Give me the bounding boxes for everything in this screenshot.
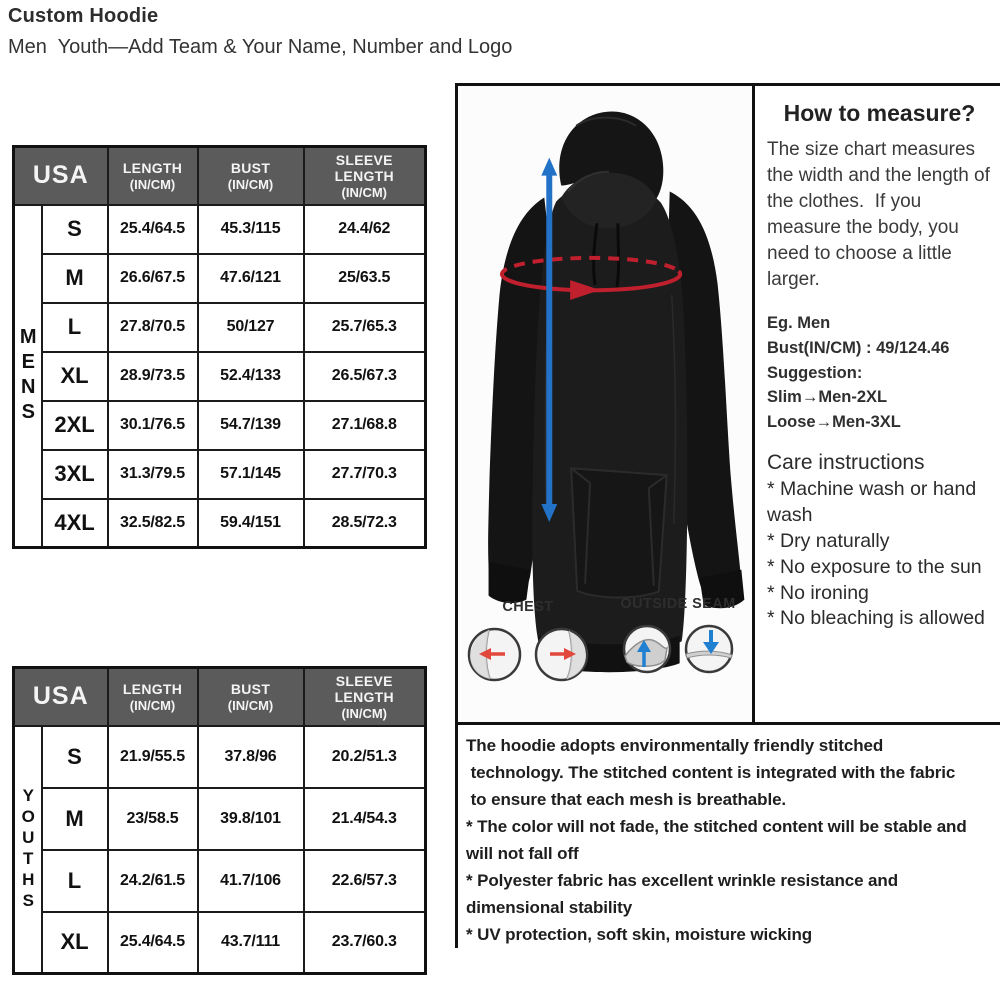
size-cell: 2XL [42, 401, 108, 450]
mens-size-table [12, 145, 427, 549]
bust-cell: 37.8/96 [198, 726, 304, 788]
how-to-measure-heading: How to measure? [783, 100, 976, 126]
example-line: Suggestion: [767, 363, 863, 382]
how-to-measure-body: The size chart measures the width and the length of the clothes. If you measure the body, you need to choose a little larger. [767, 139, 996, 291]
sleeve-cell: 20.2/51.3 [304, 726, 426, 788]
bust-cell: 47.6/121 [198, 254, 304, 303]
care-instructions-heading: Care instructions [767, 450, 925, 474]
size-cell: 3XL [42, 450, 108, 499]
measure-guide-section [455, 83, 1000, 948]
outside-seam-diagram-group [610, 596, 746, 674]
example-line: Loose→Men-3XL [767, 413, 901, 432]
outside-seam-arrow-up-icon [622, 624, 672, 674]
length-cell: 30.1/76.5 [108, 401, 198, 450]
table-row [14, 303, 426, 352]
youths-side-label-cell [14, 726, 42, 974]
table-row [14, 205, 426, 254]
description-line: to ensure that each mesh is breathable. [466, 790, 787, 809]
sleeve-cell: 24.4/62 [304, 205, 426, 254]
mens-header-sleeve: SLEEVE LENGTH (IN/CM) [304, 147, 426, 205]
sleeve-cell: 27.7/70.3 [304, 450, 426, 499]
size-cell: XL [42, 912, 108, 974]
bust-cell: 43.7/111 [198, 912, 304, 974]
youths-vertical-label: YOUTHS [18, 786, 38, 913]
care-item: * Dry naturally [767, 529, 890, 552]
youths-header-usa: USA [14, 668, 108, 726]
youths-header-length: LENGTH (IN/CM) [108, 668, 198, 726]
table-row [14, 726, 426, 788]
youths-header-sleeve: SLEEVE LENGTH (IN/CM) [304, 668, 426, 726]
sleeve-cell: 25.7/65.3 [304, 303, 426, 352]
length-cell: 26.6/67.5 [108, 254, 198, 303]
care-item: * Machine wash or hand wash [767, 477, 977, 526]
mens-side-label-cell [14, 205, 42, 548]
chest-measure-arrow-left-icon [467, 627, 522, 682]
size-cell: S [42, 726, 108, 788]
care-item: * No ironing [767, 581, 869, 604]
sleeve-cell: 25/63.5 [304, 254, 426, 303]
size-cell: L [42, 850, 108, 912]
care-item: * No exposure to the sun [767, 555, 982, 578]
mens-header-length: LENGTH (IN/CM) [108, 147, 198, 205]
chest-label: CHEST [502, 599, 554, 615]
size-cell: M [42, 254, 108, 303]
size-cell: M [42, 788, 108, 850]
length-cell: 24.2/61.5 [108, 850, 198, 912]
description-line: will not fall off [466, 844, 579, 863]
example-line: Slim→Men-2XL [767, 388, 888, 407]
youths-table-header-row [14, 668, 426, 726]
care-instructions [767, 451, 992, 633]
how-to-measure-panel [755, 86, 1000, 722]
bust-cell: 39.8/101 [198, 788, 304, 850]
mens-header-bust: BUST (IN/CM) [198, 147, 304, 205]
care-item: * No bleaching is allowed [767, 607, 985, 630]
table-row [14, 450, 426, 499]
sleeve-cell: 23.7/60.3 [304, 912, 426, 974]
table-row [14, 499, 426, 548]
chest-diagram-group [464, 599, 592, 682]
size-cell: XL [42, 352, 108, 401]
sleeve-cell: 28.5/72.3 [304, 499, 426, 548]
page-title: Custom Hoodie [8, 5, 159, 27]
mens-table-header-row [14, 147, 426, 205]
size-cell: S [42, 205, 108, 254]
measure-diagram [458, 591, 755, 716]
mens-header-usa: USA [14, 147, 108, 205]
chest-measure-arrow-right-icon [534, 627, 589, 682]
description-line: * UV protection, soft skin, moisture wicking [466, 925, 813, 944]
table-row [14, 254, 426, 303]
bust-cell: 41.7/106 [198, 850, 304, 912]
outside-seam-label: OUTSIDE SEAM [620, 596, 736, 612]
description-line: * Polyester fabric has excellent wrinkle resistance and [466, 871, 898, 890]
length-cell: 28.9/73.5 [108, 352, 198, 401]
hoodie-photo-panel [458, 86, 755, 722]
bust-cell: 50/127 [198, 303, 304, 352]
bust-cell: 52.4/133 [198, 352, 304, 401]
length-cell: 32.5/82.5 [108, 499, 198, 548]
page-subtitle: Men Youth—Add Team & Your Name, Number and Logo [8, 36, 513, 58]
mens-vertical-label: MENS [17, 325, 40, 426]
length-cell: 31.3/79.5 [108, 450, 198, 499]
size-cell: 4XL [42, 499, 108, 548]
youths-header-bust: BUST (IN/CM) [198, 668, 304, 726]
outside-seam-arrow-down-icon [684, 624, 734, 674]
bust-cell: 54.7/139 [198, 401, 304, 450]
length-cell: 25.4/64.5 [108, 205, 198, 254]
length-cell: 21.9/55.5 [108, 726, 198, 788]
length-cell: 25.4/64.5 [108, 912, 198, 974]
sleeve-cell: 22.6/57.3 [304, 850, 426, 912]
description-line: dimensional stability [466, 898, 633, 917]
sleeve-cell: 27.1/68.8 [304, 401, 426, 450]
youths-size-table [12, 666, 427, 975]
sleeve-cell: 26.5/67.3 [304, 352, 426, 401]
length-cell: 23/58.5 [108, 788, 198, 850]
sleeve-cell: 21.4/54.3 [304, 788, 426, 850]
table-row [14, 912, 426, 974]
description-line: The hoodie adopts environmentally friendly stitched [466, 736, 884, 755]
bust-cell: 59.4/151 [198, 499, 304, 548]
bust-cell: 57.1/145 [198, 450, 304, 499]
example-line: Bust(IN/CM) : 49/124.46 [767, 338, 950, 357]
table-row [14, 850, 426, 912]
size-cell: L [42, 303, 108, 352]
description-line: * The color will not fade, the stitched content will be stable and [466, 817, 967, 836]
product-description-panel [458, 722, 1000, 948]
table-row [14, 352, 426, 401]
table-row [14, 788, 426, 850]
example-line: Eg. Men [767, 314, 831, 333]
description-line: technology. The stitched content is integrated with the fabric [466, 763, 956, 782]
bust-cell: 45.3/115 [198, 205, 304, 254]
table-row [14, 401, 426, 450]
length-cell: 27.8/70.5 [108, 303, 198, 352]
sizing-example [767, 311, 992, 435]
